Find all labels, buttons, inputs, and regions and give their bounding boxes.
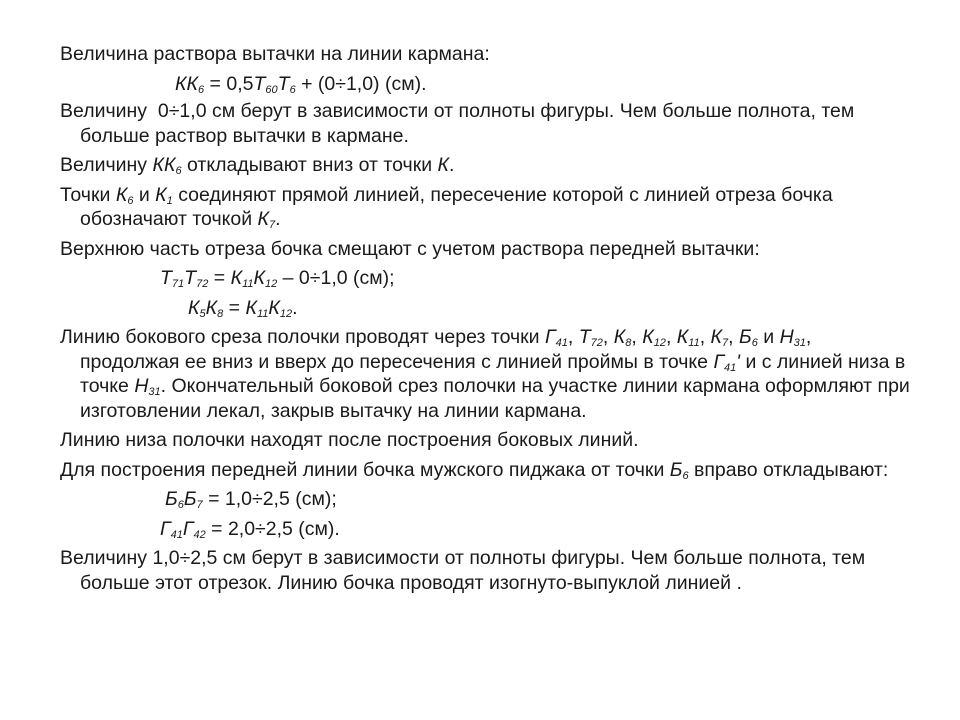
- paragraph: Линию бокового среза полочки проводят через точки $Г_{41}$, $Т_{72}$, $К_8$, $К_{12}$, $К_{11}$, $К_7$, $Б_6$ и $Н_{31}$, продолжая ее вниз и вверх до пересечения с линией проймы в точке $Г_{41}'$ и с линией низа в точке $Н_{31}$. Окончательный боковой срез полочки на участке линии кармана оформляют при изготовлении лекал, закрыв вытачку на линии кармана.: [60, 326, 910, 422]
- formula: $Б_6Б_7 = 1,0\div 2,5$ (см);: [165, 488, 337, 511]
- paragraph: Величина раствора вытачки на линии кармана:: [60, 43, 490, 65]
- paragraph: Величину 1,0÷2,5 см берут в зависимости от полноты фигуры. Чем больше полнота, тем больше этот отрезок. Линию бочка проводят изогнуто-выпуклой линией .: [60, 547, 866, 594]
- paragraph: Верхнюю часть отреза бочка смещают с учетом раствора передней вытачки:: [60, 237, 760, 260]
- slide-body: [60, 42, 910, 600]
- paragraph: Величину 0÷1,0 см берут в зависимости от полноты фигуры. Чем больше полнота, тем больше раствор вытачки в кармане.: [60, 100, 855, 147]
- paragraph: Для построения передней линии бочка мужского пиджака от точки $Б_6$ вправо откладывают:: [60, 458, 889, 482]
- paragraph: Величину $КК_6$ откладывают вниз от точки К.: [60, 154, 455, 177]
- paragraph: Линию низа полочки находят после построения боковых линий.: [60, 429, 639, 451]
- formula: $Т_{71}Т_{72} = К_{11}К_{12} - 0\div 1,0$ (см);: [160, 267, 395, 290]
- formula: $К_5К_8 = К_{11}К_{12}$.: [188, 296, 298, 320]
- formula: $КК_6 = 0,5Т_{60}Т_6 + (0\div 1,0)$ (см).: [175, 72, 427, 96]
- formula: $Г_{41}Г_{42} = 2,0\div 2,5$ (см).: [160, 517, 340, 541]
- paragraph: Точки $К_6$ и $К_1$ соединяют прямой линией, пересечение которой с линией отреза бочка обозначают точкой $К_7$.: [60, 183, 833, 231]
